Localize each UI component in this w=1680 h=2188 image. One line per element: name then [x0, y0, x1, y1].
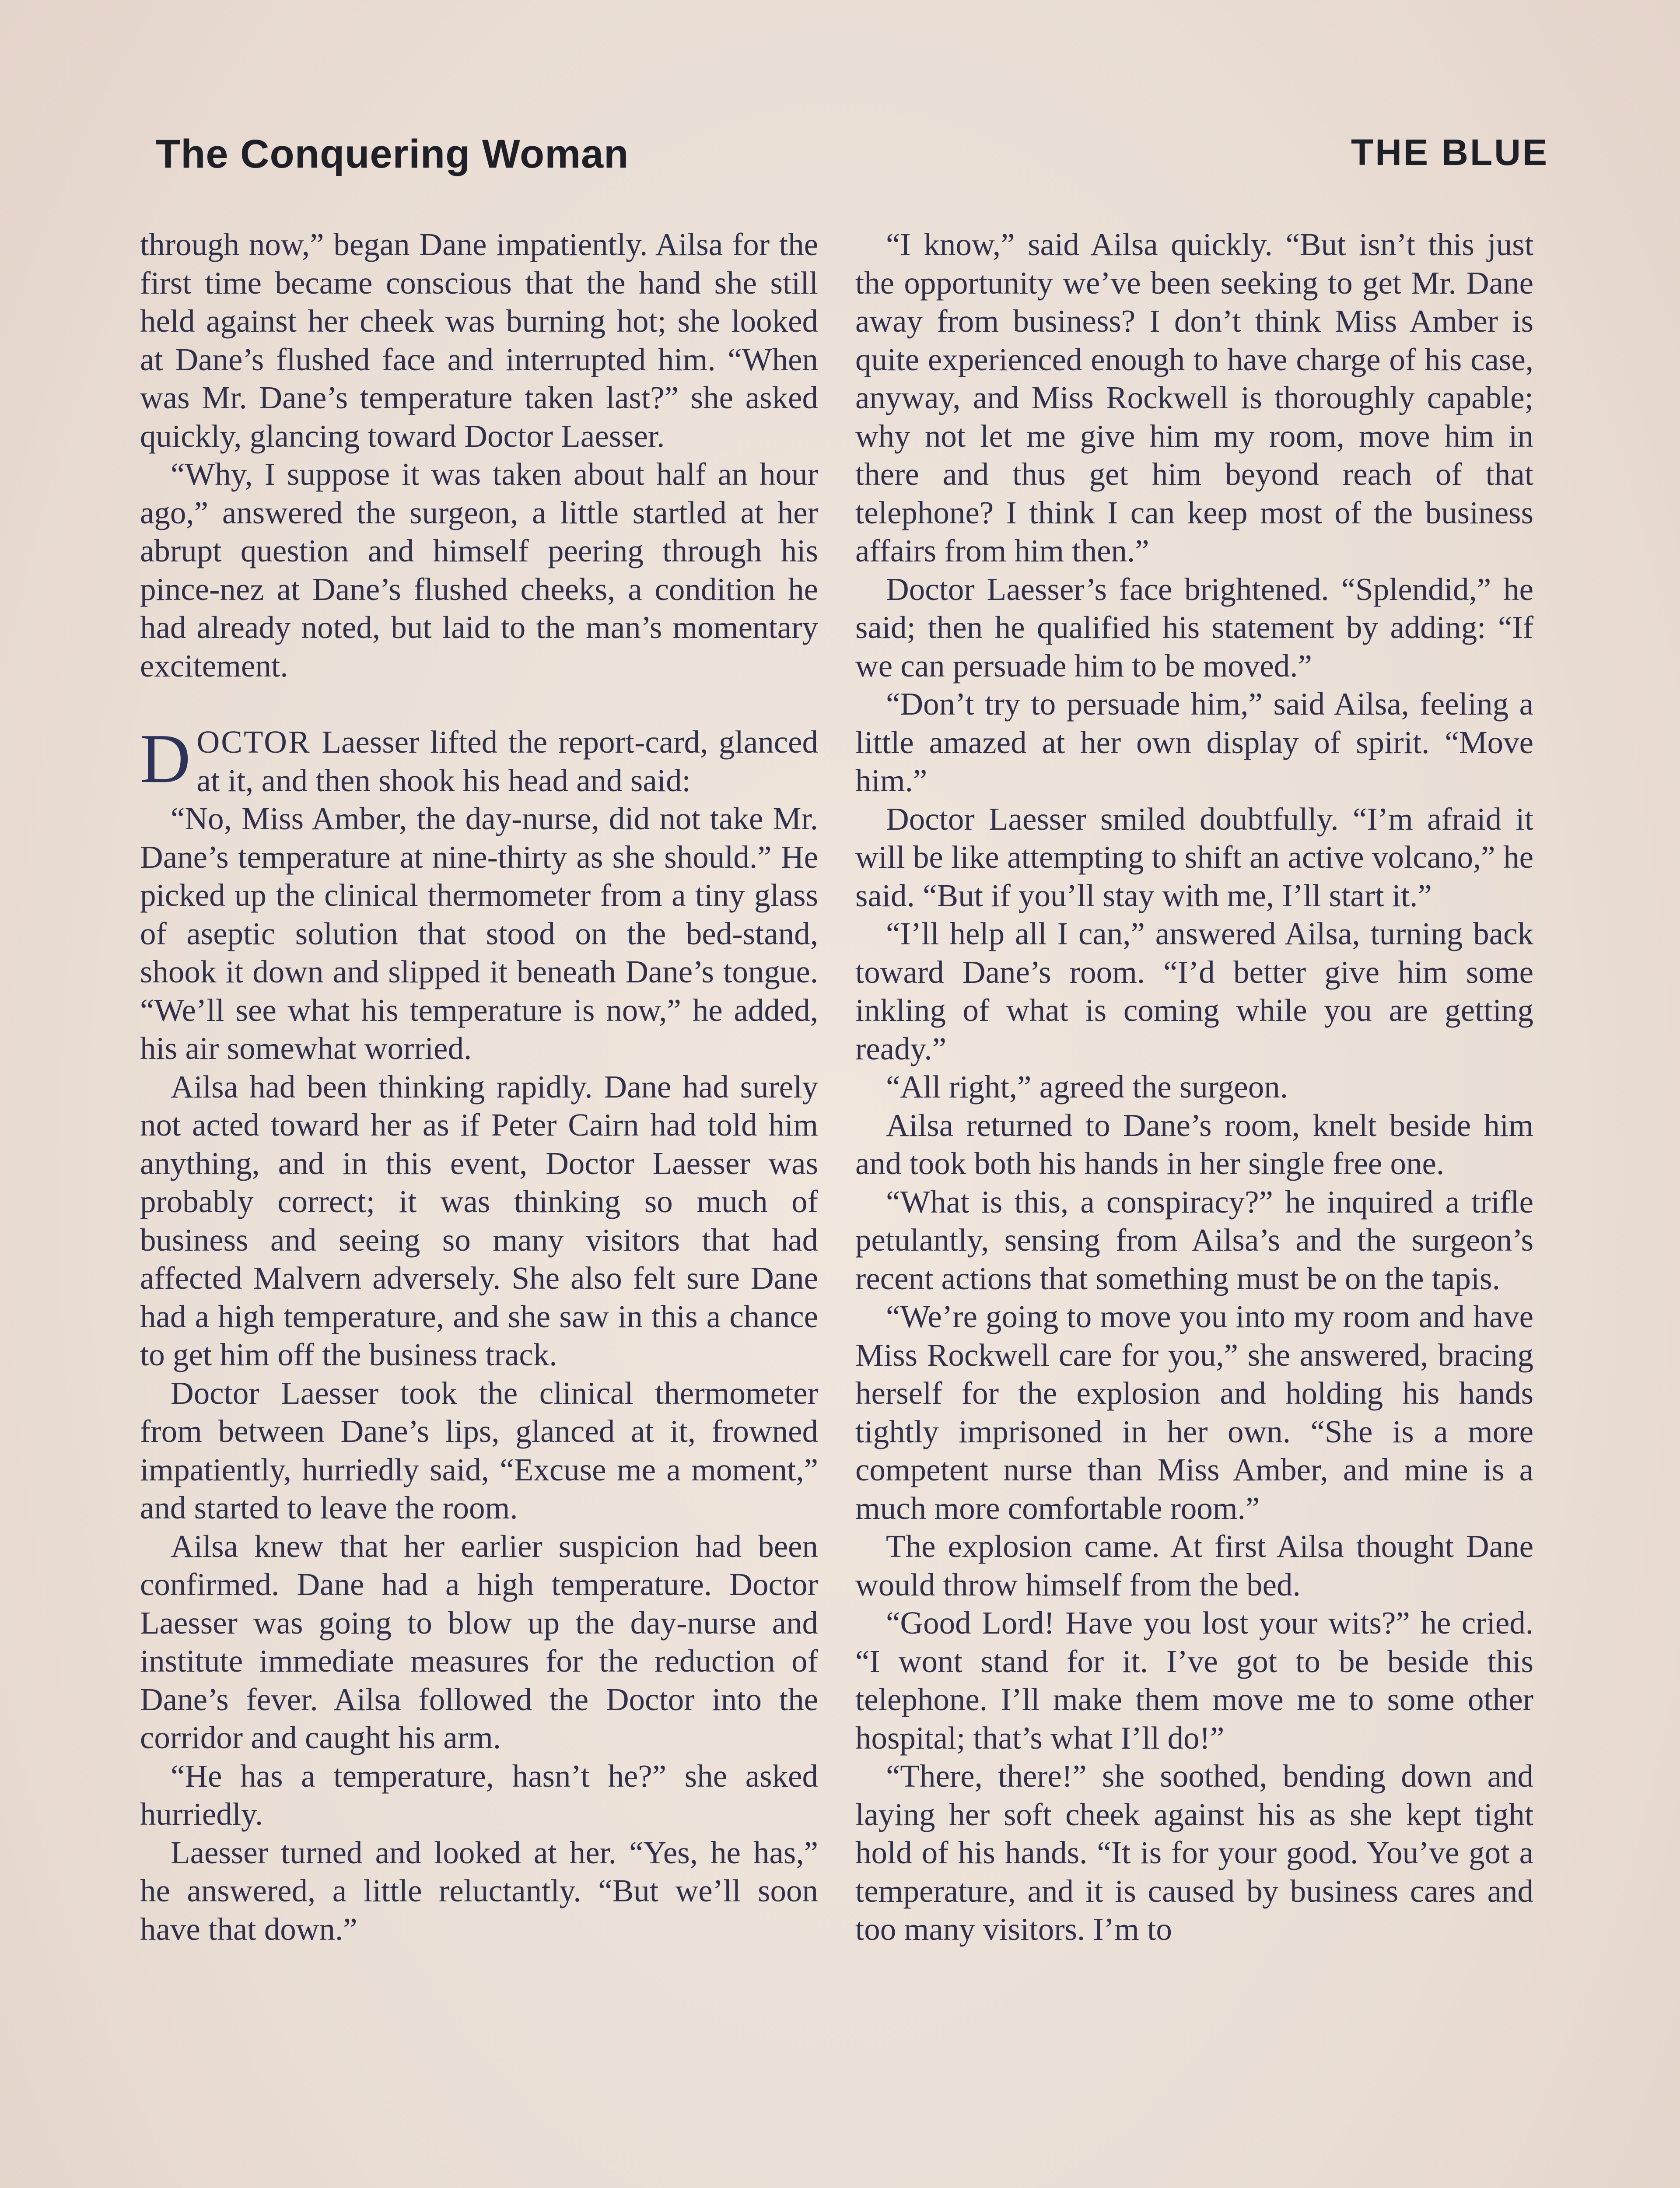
paragraph: Doctor Laesser smiled doubtfully. “I’m afraid it will be like attempting to shift an active volcano,” he said. “But if you’ll stay with me, I’ll start it.”	[855, 801, 1533, 913]
magazine-title: THE BLUE	[1351, 132, 1549, 173]
paragraph: “I know,” said Ailsa quickly. “But isn’t this just the opportunity we’ve been seeking to get Mr. Dane away from business? I don’t think Miss Amber is quite experienced enough to have charge of his case, anyway, and Miss Rockwell is thoroughly capable; why not let me give him my room, move him in there and thus get him beyond reach of that telephone? I think I can keep most of the business affairs from him then.”	[855, 227, 1533, 568]
paragraph: Ailsa knew that her earlier suspicion had been confirmed. Dane had a high temperature. Doctor Laesser was going to blow up the day-nurse and institute immediate measures for the reduction of Dane’s fever. Ailsa followed the Doctor into the corridor and caught his arm.	[140, 1528, 818, 1755]
section-opening-paragraph	[140, 719, 818, 799]
paragraph: Ailsa returned to Dane’s room, knelt beside him and took both his hands in her single free one.	[855, 1107, 1533, 1181]
paragraph: “All right,” agreed the surgeon.	[886, 1069, 1288, 1105]
small-caps-opening: OCTOR	[196, 724, 311, 760]
paragraph: “He has a temperature, hasn’t he?” she asked hurriedly.	[140, 1758, 818, 1832]
paragraph: Doctor Laesser’s face brightened. “Splendid,” he said; then he qualified his statement by adding: “If we can persuade him to be moved.”	[855, 571, 1533, 684]
paragraph: Ailsa had been thinking rapidly. Dane had surely not acted toward her as if Peter Cairn had told him anything, and in this event, Doctor Laesser was probably correct; it was thinking so much of business and seeing so many visitors that had affected Malvern adversely. She also felt sure Dane had a high temperature, and she saw in this a chance to get him off the business track.	[140, 1069, 818, 1372]
story-title: The Conquering Woman	[156, 132, 629, 176]
paragraph: Doctor Laesser took the clinical thermometer from between Dane’s lips, glanced at it, frowned impatiently, hurriedly said, “Excuse me a moment,” and started to leave the room.	[140, 1375, 818, 1525]
paragraph: “What is this, a conspiracy?” he inquired a trifle petulantly, sensing from Ailsa’s and the surgeon’s recent actions that something must be on the tapis.	[855, 1184, 1533, 1296]
paragraph: “Why, I suppose it was taken about half an hour ago,” answered the surgeon, a little startled at her abrupt question and himself peering through his pince-nez at Dane’s flushed cheeks, a condition he had already noted, but laid to the man’s momentary excitement.	[140, 456, 818, 684]
paragraph: “I’ll help all I can,” answered Ailsa, turning back toward Dane’s room. “I’d better give him some inkling of what is coming while you are getting ready.”	[855, 916, 1533, 1066]
paragraph: “Don’t try to persuade him,” said Ailsa, feeling a little amazed at her own display of spirit. “Move him.”	[855, 686, 1533, 798]
drop-cap: D	[140, 719, 191, 797]
left-text-column	[140, 225, 818, 1948]
paragraph: through now,” began Dane impatiently. Ailsa for the first time became conscious that the hand she still held against her cheek was burning hot; she looked at Dane’s flushed face and interrupted him. “When was Mr. Dane’s temperature taken last?” she asked quickly, glancing toward Doctor Laesser.	[140, 227, 818, 454]
paragraph-text: Laesser lifted the report-card, glanced at it, and then shook his head and said:	[196, 724, 818, 798]
paragraph: The explosion came. At first Ailsa thought Dane would throw himself from the bed.	[855, 1529, 1533, 1602]
running-header	[149, 131, 1549, 193]
paragraph: “Good Lord! Have you lost your wits?” he cried. “I wont stand for it. I’ve got to be beside this telephone. I’ll make them move me to some other hospital; that’s what I’ll do!”	[855, 1605, 1533, 1756]
paragraph: “We’re going to move you into my room and have Miss Rockwell care for you,” she answered, bracing herself for the explosion and holding his hands tightly imprisoned in her own. “She is a more competent nurse than Miss Amber, and mine is a much more comfortable room.”	[855, 1299, 1533, 1526]
paragraph: Laesser turned and looked at her. “Yes, he has,” he answered, a little reluctantly. “But we’ll soon have that down.”	[140, 1834, 818, 1947]
paragraph: “No, Miss Amber, the day-nurse, did not take Mr. Dane’s temperature at nine-thirty as she should.” He picked up the clinical thermometer from a tiny glass of aseptic solution that stood on the bed-stand, shook it down and slipped it beneath Dane’s tongue. “We’ll see what his temperature is now,” he added, his air somewhat worried.	[140, 801, 818, 1066]
right-text-column	[855, 225, 1533, 1949]
paragraph: “There, there!” she soothed, bending down and laying her soft cheek against his as she kept tight hold of his hands. “It is for your good. You’ve got a temperature, and it is caused by business cares and too many visitors. I’m to	[855, 1758, 1533, 1947]
